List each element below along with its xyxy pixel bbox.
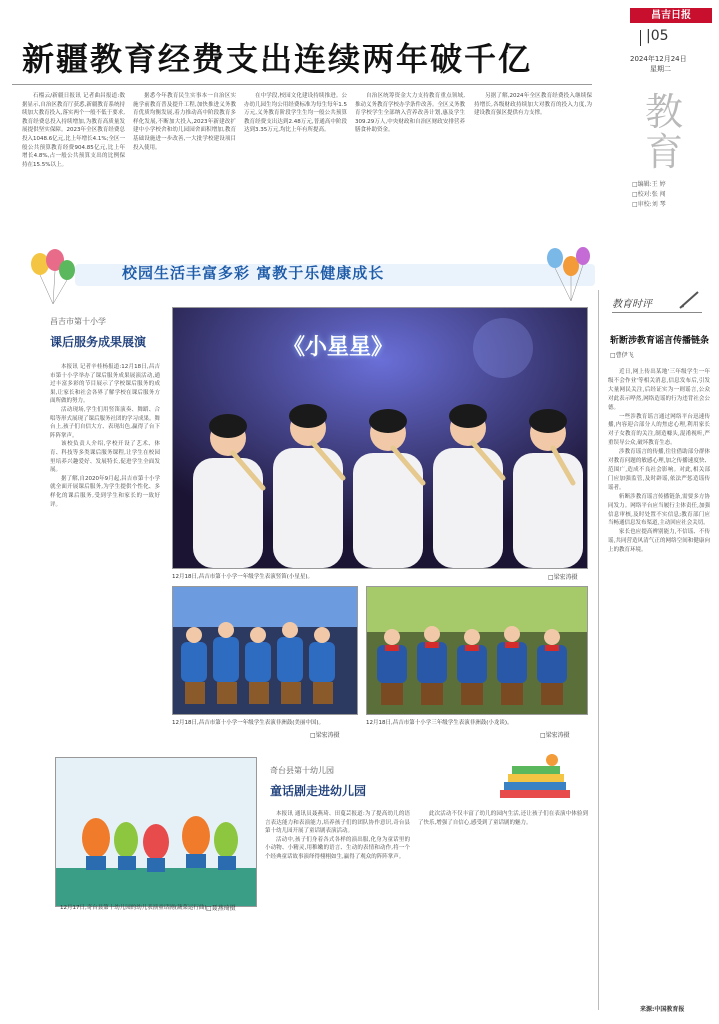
- sidebar-label-box: [612, 292, 702, 313]
- lead-column-4: 自治区统筹资金大力支持教育重点领域,推动义务教育学校办学条件改善。全区义务教育学校学生全部纳入营养改善计划,惠及学生309.29万人,中央财政和自治区财政安排营养膳食补助资金。: [355, 93, 465, 134]
- headline-divider: [12, 84, 592, 85]
- story2-caption: 12月17日,奇台县第十幼儿园的幼儿表演童话剧(蔬菜运行曲)。: [60, 905, 213, 911]
- fairy-tale-play-image: [56, 758, 256, 906]
- issue-date: 2024年12月24日: [630, 55, 687, 63]
- drum-performance-image: [173, 587, 357, 714]
- stage-title-text: 《小星星》: [283, 334, 394, 360]
- page-number-value: 05: [650, 28, 669, 44]
- sidebar-author: □曹伊飞: [610, 352, 634, 359]
- issue-weekday: 星期二: [650, 65, 671, 73]
- story1-right-photo: [366, 586, 588, 715]
- story1-left-credit: □梁宏涛摄: [310, 732, 340, 739]
- sidebar-title: 斩断涉教育谣言传播链条: [610, 336, 710, 346]
- story2-body-col1: 本报讯 通讯员聂燕琦、田蔓芸报道:为了提高幼儿的语言表达能力和表演能力,培养孩子们的团队协作意识,奇台县第十幼儿园开展了童话剧表演活动。 活动中,孩子们身着各式各样的演出服,化身为童话里的小动物、小精灵,用稚嫩的语言、生动的表情和动作,将一个个经典童话故事演绎得栩栩如生,赢得了观众的阵阵掌声。: [265, 811, 410, 860]
- section-label: [634, 92, 694, 172]
- story2-credit: □聂燕琦摄: [206, 905, 236, 912]
- proofreader-line: □校对:张 闯: [632, 191, 666, 198]
- story1-left-photo: [172, 586, 358, 715]
- books-illustration: [490, 752, 580, 808]
- drum-performance-image-2: [367, 587, 587, 714]
- page-headline: 新疆教育经费支出连续两年破千亿: [22, 40, 533, 78]
- story1-right-caption: 12月18日,昌吉市第十小学三年级学生表演非洲鼓(小龙谈)。: [366, 720, 513, 726]
- lead-column-3: 在中学段,校园文化建设持续推进。公办幼儿园生均公用经费标准为每生每年1.5万元,义务教育阶段学生生均一般公共预算教育经费支出达到2.48万元,普通高中阶段达到3.35万元,均比上年有所提高。: [244, 93, 347, 134]
- story1-body: 本报讯 记者辛桂杨报道:12月18日,昌吉市第十小学举办了课后服务成果展演活动,通过丰富多彩的节目展示了学校课后服务的成果,让家长和社会各界了解学校在课后服务方面所做的努力。 活动现场,学生们用竖笛演奏、舞蹈、合唱等形式展现了课后服务社团的学习成果。舞台上,孩子们自信大方、表现出色,赢得了台下阵阵掌声。 该校负责人介绍,学校开设了艺术、体育、科技等多类课后服务课程,让学生在校园里培养兴趣爱好、发展特长,促进学生全面发展。 据了解,自2020年9月起,昌吉市第十小学就全面开展课后服务,为学生提供个性化、多样化的课后服务,受到学生和家长的一致好评。: [50, 364, 160, 508]
- sidebar-source: 来源:中国教育报: [640, 1006, 685, 1013]
- story2-body-col2: 此次活动不仅丰富了幼儿的园内生活,还让孩子们在表演中体验到了快乐,增强了自信心,感受到了童话剧的魅力。: [418, 811, 588, 826]
- editor-credits: [632, 180, 666, 210]
- pen-icon: [678, 290, 702, 310]
- sidebar-divider: [598, 290, 599, 1010]
- masthead-logo: 昌吉日报: [630, 8, 712, 23]
- story1-main-caption: 12月18日,昌吉市第十小学一年级学生表演竖笛(小星星)。: [172, 574, 314, 580]
- story1-title: 课后服务成果展演: [50, 335, 147, 349]
- section-glyph-top: 教: [644, 90, 683, 134]
- lead-column-1: 石榴云/新疆日报讯 记者曲昌报道:数据显示,自治区教育厅获悉,新疆教育系统持续加大教育投入,落实两个一般不低于要求,教育经费总投入持续增加,为教育高质量发展提供坚实保障。2023年全区教育经费总投入1048.6亿元,比上年增长4.1%;全区一般公共预算教育经费904.85亿元,比上年增长4.8%,占一般公共预算支出的比例保持在15.5%以上。: [22, 93, 125, 168]
- sidebar-body: 近日,网上传出某地'三年级学生一年级不会作业'等相关消息,信息发布后,引发大量网民关注,后经证实为一则谣言,公众对此表示哗然,网络造谣的行为违背社会公德。 一些涉教育谣言通过网络平台迅速传播,内容迎合部分人的焦虑心理,利用家长对子女教育的关注,制造噱头,混淆视听,严重误导公众,破坏教育生态。 涉教育谣言的传播,往往借助部分群体对教育问题的敏感心理,加之传播速度快、范围广,造成不良社会影响。对此,相关部门应加强监管,及时辟谣,依法严惩造谣传谣者。 斩断涉教育谣言传播链条,需要多方协同发力。网络平台应当履行主体责任,加强信息审核,及时处置不实信息;教育部门应当畅通信息发布渠道,主动回应社会关切。 家长也应提高辨别能力,不信谣、不传谣,共同营造风清气正的网络空间和健康向上的教育环境。: [608, 369, 710, 554]
- sidebar-label: 教育时评: [612, 299, 652, 310]
- reviewer-line: □审校:刘 琴: [632, 201, 666, 208]
- lead-column-2: 据悉今年教育民生实事本一自治区实施学前教育普及提升工程,加快推进义务教育优质均衡发展,着力推动高中阶段教育多样化发展,不断加大投入,2023年新建改扩建中小学校舍和幼儿园园舍面积增加,教育基础设施进一步改善,一大批学校建设项目投入使用。: [133, 93, 236, 151]
- story1-main-credit: □梁宏涛摄: [548, 574, 578, 581]
- banner-title: 校园生活丰富多彩 寓教于乐健康成长: [122, 264, 385, 282]
- story2-title: 童话剧走进幼儿园: [270, 784, 367, 798]
- story2-kicker: 奇台县第十幼儿园: [270, 766, 334, 775]
- lead-column-5: 另据了解,2024年全区教育经费投入继续保持增长,各级财政持续加大对教育的投入力度,为建设教育强区提供有力支撑。: [474, 93, 592, 117]
- section-glyph-bottom: 育: [644, 130, 683, 174]
- story1-left-caption: 12月18日,昌吉市第十小学一年级学生表演非洲鼓(美丽中国)。: [172, 720, 325, 726]
- story1-kicker: 昌吉市第十小学: [50, 317, 106, 326]
- page-number: |05: [646, 28, 669, 44]
- editor-line: □编辑:王 婷: [632, 181, 666, 188]
- story1-right-credit: □梁宏涛摄: [540, 732, 570, 739]
- story2-photo: [55, 757, 257, 907]
- story1-main-photo: [172, 307, 588, 569]
